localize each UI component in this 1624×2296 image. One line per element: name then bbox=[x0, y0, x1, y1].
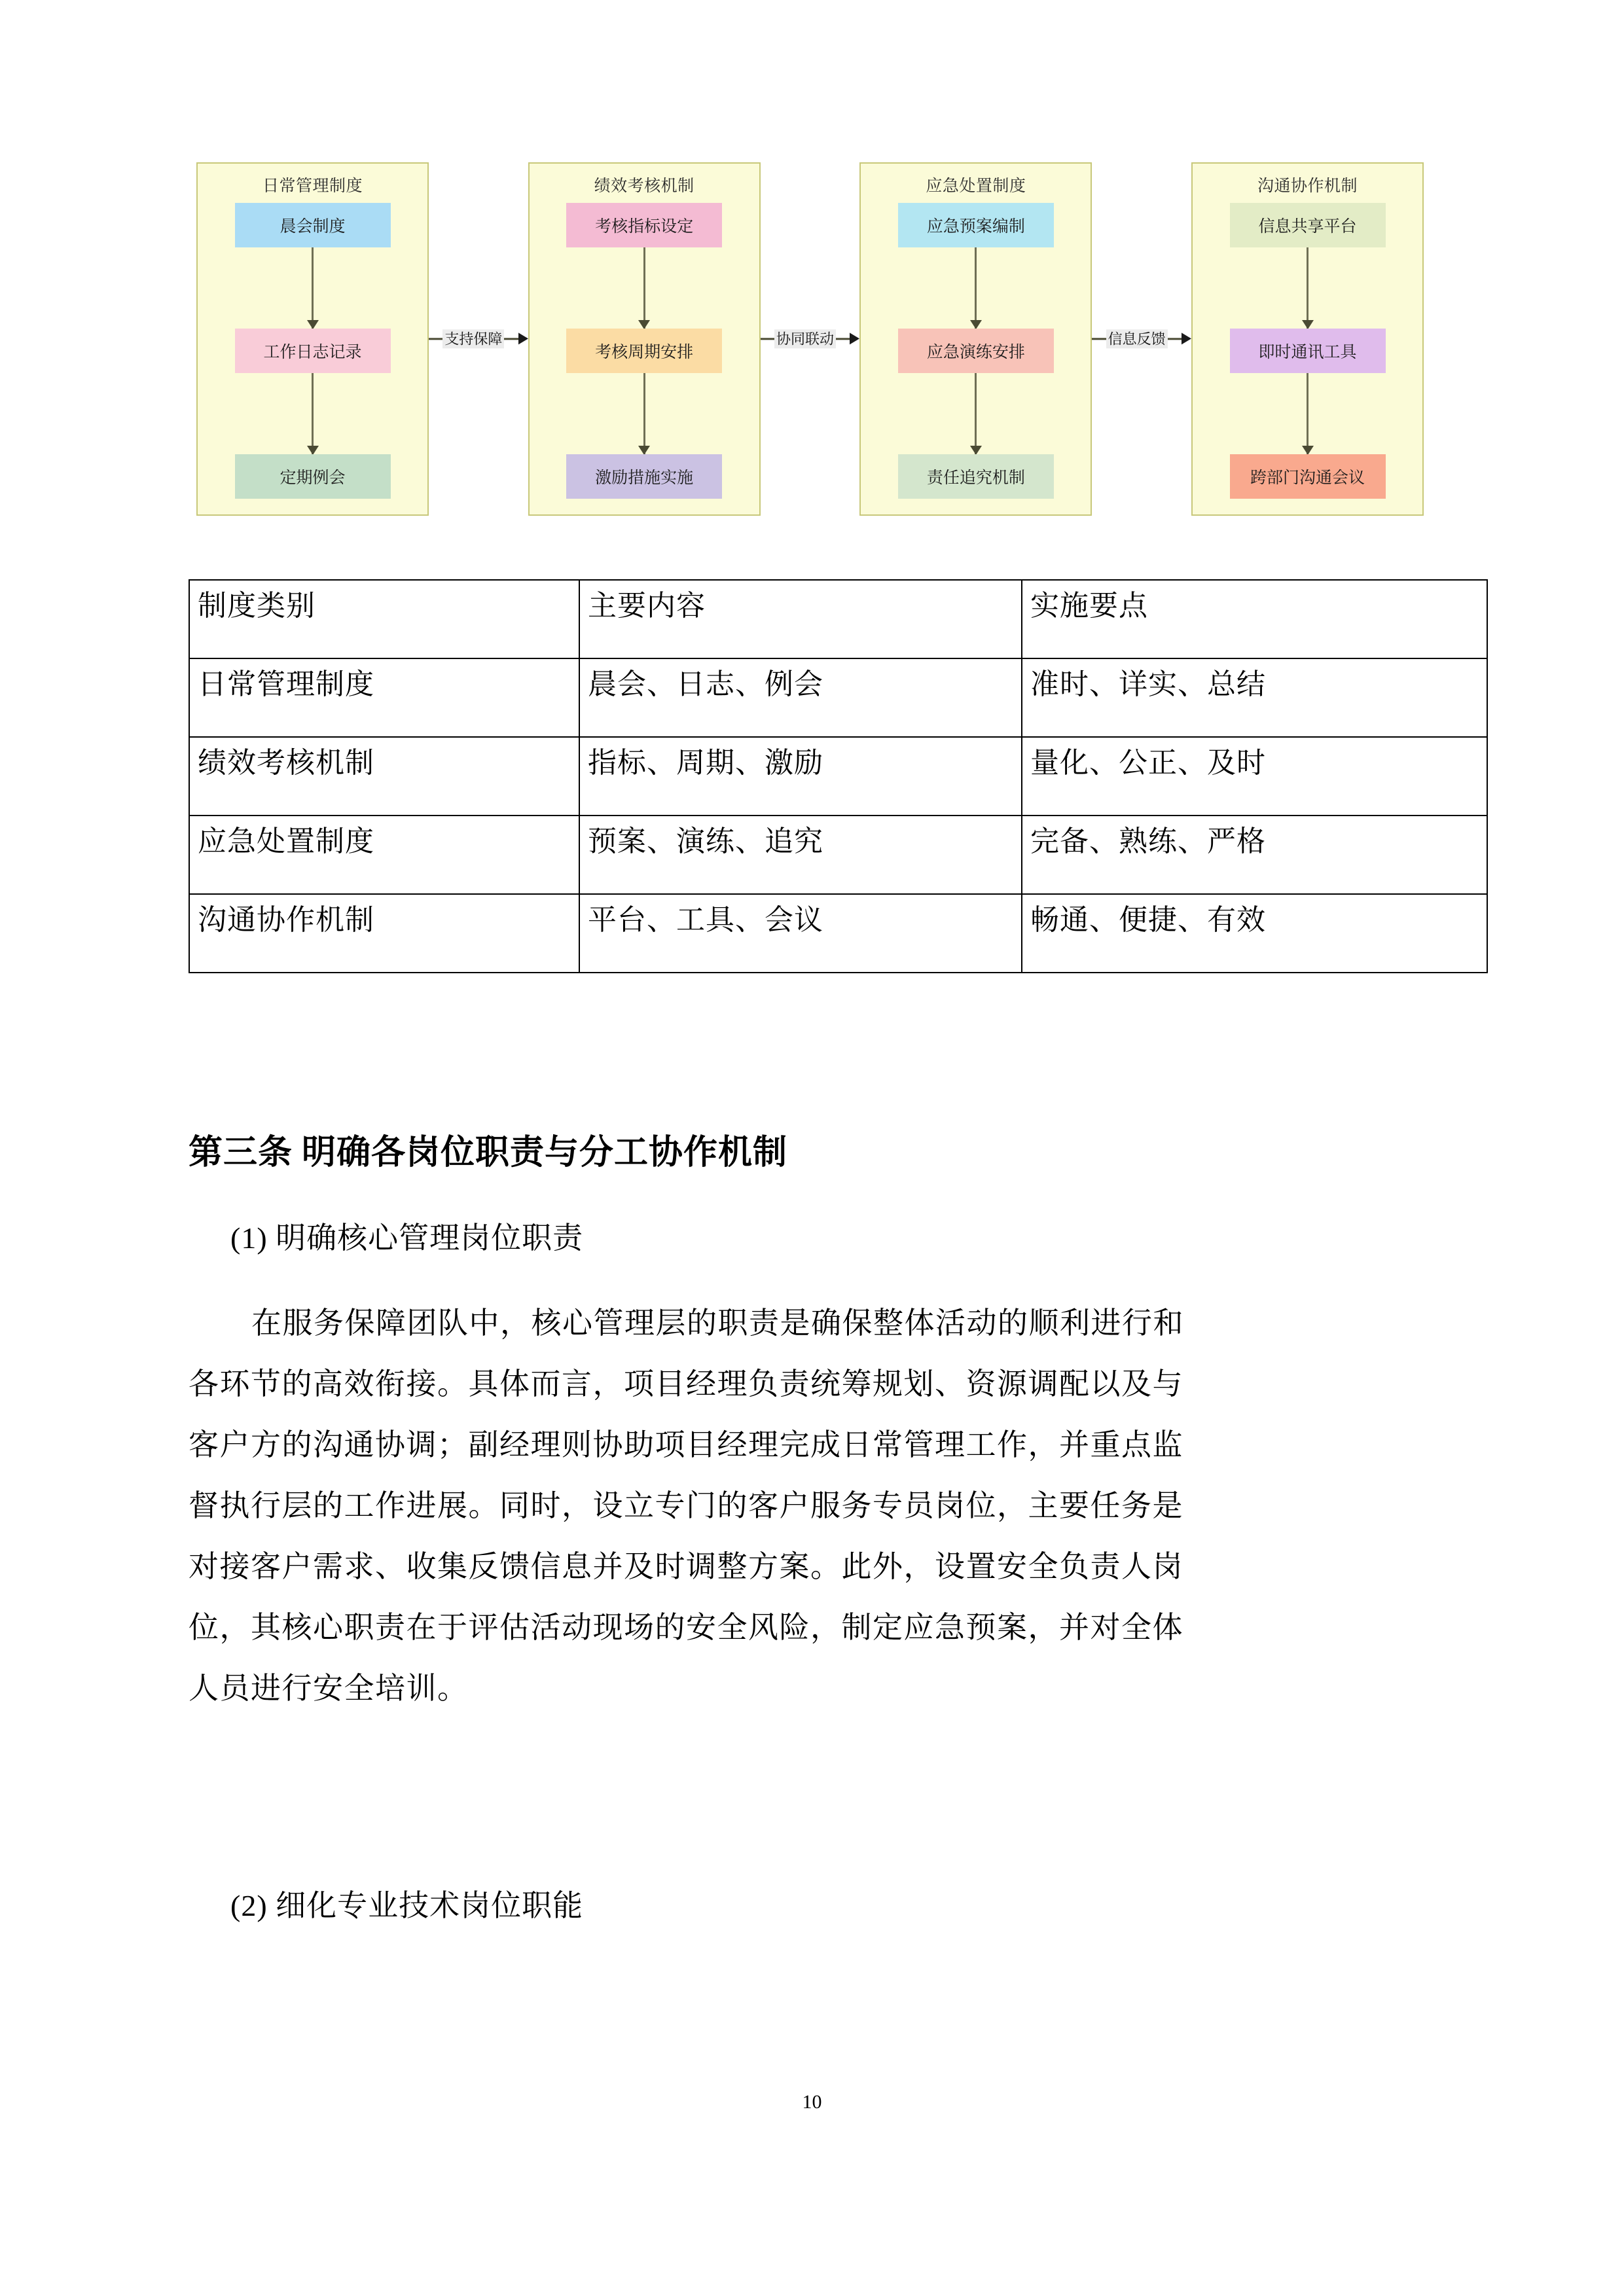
section-heading: 第三条 明确各岗位职责与分工协作机制 bbox=[189, 1134, 788, 1172]
paragraph-line: 人员进行安全培训。 bbox=[189, 1672, 469, 1705]
table-cell: 绩效考核机制 bbox=[189, 737, 579, 816]
flow-node[interactable]: 跨部门沟通会议 bbox=[1230, 454, 1386, 499]
connector-line bbox=[429, 338, 442, 340]
paragraph-line: 在服务保障团队中，核心管理层的职责是确保整体活动的顺利进行和 bbox=[251, 1306, 1184, 1340]
diagram-cluster-emergency-response bbox=[859, 162, 1092, 516]
flow-arrow-down-icon bbox=[1307, 247, 1308, 329]
connector-line bbox=[836, 338, 850, 340]
table-cell: 准时、详实、总结 bbox=[1022, 658, 1487, 737]
table-row bbox=[189, 737, 1487, 816]
arrow-head-icon bbox=[850, 332, 859, 344]
body-paragraph bbox=[189, 1293, 1439, 1719]
node-stack bbox=[861, 203, 1091, 514]
table-cell: 平台、工具、会议 bbox=[579, 894, 1022, 973]
table-cell: 晨会、日志、例会 bbox=[579, 658, 1022, 737]
paragraph-line: 督执行层的工作进展。同时，设立专门的客户服务专员岗位，主要任务是 bbox=[189, 1489, 1183, 1522]
flow-arrow-down-icon bbox=[975, 247, 977, 329]
connector-line-group bbox=[761, 329, 860, 348]
subsection-heading-2: (2) 细化专业技术岗位职能 bbox=[230, 1889, 584, 1922]
cluster-title: 日常管理制度 bbox=[262, 176, 363, 195]
connector-line-group bbox=[429, 329, 528, 348]
node-stack bbox=[1193, 203, 1422, 514]
table-row bbox=[189, 894, 1487, 973]
connector-label: 信息反馈 bbox=[1106, 329, 1168, 348]
arrow-head-icon bbox=[518, 332, 528, 344]
cluster-title: 应急处置制度 bbox=[926, 176, 1026, 195]
flow-node[interactable]: 应急预案编制 bbox=[898, 203, 1054, 247]
flow-node[interactable]: 定期例会 bbox=[235, 454, 391, 499]
table-header-cell: 实施要点 bbox=[1022, 580, 1487, 658]
flow-arrow-down-icon bbox=[643, 373, 645, 454]
flow-node[interactable]: 即时通讯工具 bbox=[1230, 329, 1386, 373]
flow-node[interactable]: 晨会制度 bbox=[235, 203, 391, 247]
connector-line bbox=[504, 338, 518, 340]
subsection-heading-1: (1) 明确核心管理岗位职责 bbox=[230, 1221, 584, 1255]
connector-line bbox=[1168, 338, 1182, 340]
table-cell: 预案、演练、追究 bbox=[579, 816, 1022, 894]
table-header-row bbox=[189, 580, 1487, 658]
table-cell: 畅通、便捷、有效 bbox=[1022, 894, 1487, 973]
table-cell: 应急处置制度 bbox=[189, 816, 579, 894]
flow-node[interactable]: 责任追究机制 bbox=[898, 454, 1054, 499]
connector-label: 协同联动 bbox=[774, 329, 836, 348]
flow-node[interactable]: 应急演练安排 bbox=[898, 329, 1054, 373]
paragraph-line: 位，其核心职责在于评估活动现场的安全风险，制定应急预案，并对全体 bbox=[189, 1611, 1183, 1644]
flow-node[interactable]: 激励措施实施 bbox=[566, 454, 722, 499]
table-header-cell: 主要内容 bbox=[579, 580, 1022, 658]
connector-line-group bbox=[1092, 329, 1191, 348]
diagram-cluster-daily-management bbox=[196, 162, 429, 516]
paragraph-line: 客户方的沟通协调；副经理则协助项目经理完成日常管理工作，并重点监 bbox=[189, 1428, 1183, 1462]
arrow-head-icon bbox=[1182, 332, 1191, 344]
cluster-connector bbox=[429, 157, 528, 520]
connector-line bbox=[1092, 338, 1106, 340]
flow-arrow-down-icon bbox=[1307, 373, 1308, 454]
flow-node[interactable]: 信息共享平台 bbox=[1230, 203, 1386, 247]
connector-line bbox=[761, 338, 774, 340]
diagram-cluster-performance-review bbox=[528, 162, 761, 516]
cluster-title: 沟通协作机制 bbox=[1257, 176, 1358, 195]
table-row bbox=[189, 816, 1487, 894]
cluster-title: 绩效考核机制 bbox=[594, 176, 695, 195]
flow-node[interactable]: 考核周期安排 bbox=[566, 329, 722, 373]
cluster-connector bbox=[1092, 157, 1191, 520]
table-cell: 日常管理制度 bbox=[189, 658, 579, 737]
table-row bbox=[189, 658, 1487, 737]
flow-arrow-down-icon bbox=[312, 373, 314, 454]
institution-summary-table bbox=[189, 579, 1488, 973]
flow-arrow-down-icon bbox=[975, 373, 977, 454]
node-stack bbox=[530, 203, 759, 514]
table-cell: 沟通协作机制 bbox=[189, 894, 579, 973]
paragraph-line: 对接客户需求、收集反馈信息并及时调整方案。此外，设置安全负责人岗 bbox=[189, 1550, 1183, 1583]
paragraph-line: 各环节的高效衔接。具体而言，项目经理负责统筹规划、资源调配以及与 bbox=[189, 1367, 1183, 1401]
diagram-cluster-row bbox=[196, 157, 1424, 520]
flow-arrow-down-icon bbox=[643, 247, 645, 329]
table-cell: 量化、公正、及时 bbox=[1022, 737, 1487, 816]
process-flow-diagram bbox=[196, 157, 1424, 520]
table-header-cell: 制度类别 bbox=[189, 580, 579, 658]
page-number: 10 bbox=[802, 2091, 822, 2113]
flow-node[interactable]: 考核指标设定 bbox=[566, 203, 722, 247]
table-cell: 完备、熟练、严格 bbox=[1022, 816, 1487, 894]
flow-arrow-down-icon bbox=[312, 247, 314, 329]
table-cell: 指标、周期、激励 bbox=[579, 737, 1022, 816]
flow-node[interactable]: 工作日志记录 bbox=[235, 329, 391, 373]
cluster-connector bbox=[761, 157, 860, 520]
connector-label: 支持保障 bbox=[442, 329, 504, 348]
node-stack bbox=[198, 203, 427, 514]
diagram-cluster-communication bbox=[1191, 162, 1424, 516]
